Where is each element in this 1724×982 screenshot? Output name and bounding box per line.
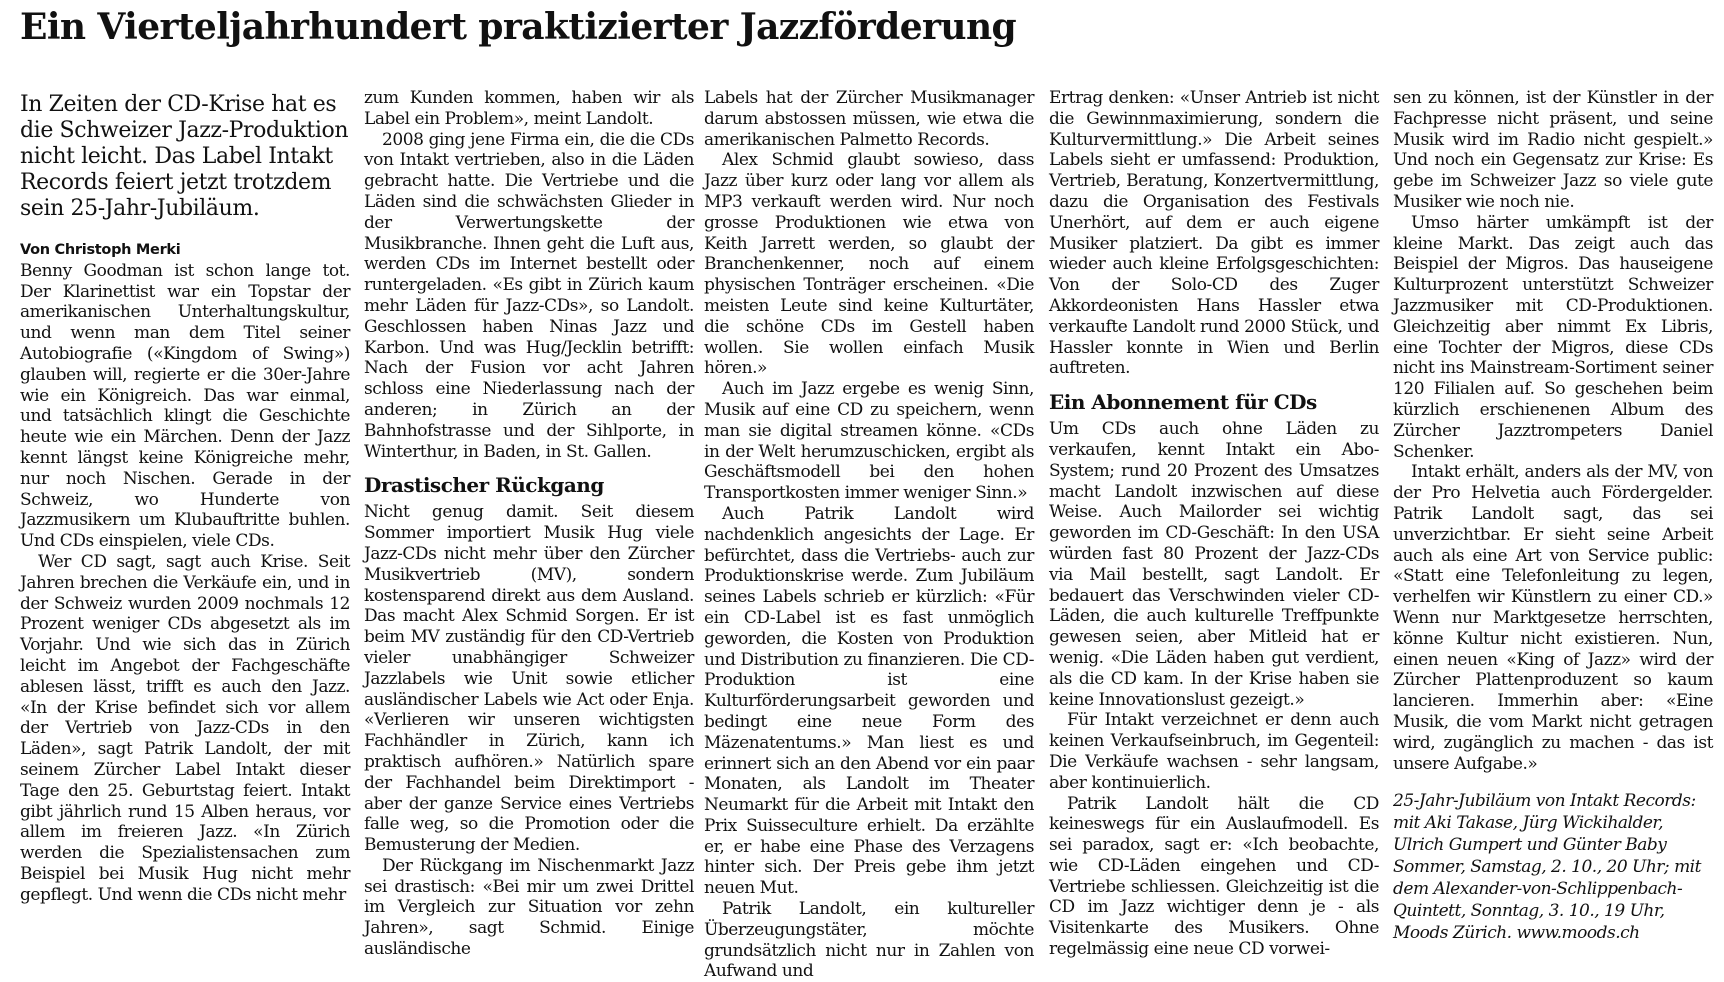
paragraph: Umso härter umkämpft ist der kleine Markt. Das zeigt auch das Beispiel der Migros. Das hauseigene Kulturprozent unterstützt Schweizer Jazzmusiker mit CD-Produktionen. Gleichzeitig aber nimmt Ex Libris, eine Tochter der Migros, diese CDs nicht ins Mainstream-Sortiment seiner 120 Filialen auf. So geschehen beim kürzlich erschienenen Album des Zürcher Jazztrompeters Daniel Schenker. bbox=[1393, 212, 1713, 462]
paragraph: Auch im Jazz ergebe es wenig Sinn, Musik auf eine CD zu speichern, wenn man sie digital streamen könne. «CDs in der Welt herumzuschicken, ergibt als Geschäftsmodell bei den hohen Transportkosten immer weniger Sinn.» bbox=[704, 379, 1034, 504]
lead-text: In Zeiten der CD-Krise hat es die Schweizer Jazz-Produktion nicht leicht. Das Label Intakt Records feiert jetzt trotzdem sein 25-Jahr-Jubiläum. bbox=[20, 92, 349, 221]
paragraph: Auch Patrik Landolt wird nachdenklich angesichts der Lage. Er befürchtet, dass die Vertriebs- auch zur Produktionskrise werde. Zum Jubiläum seines Labels schrieb er kürzlich: «Für ein CD-Label ist es fast unmöglich geworden, die Kosten von Produktion und Distribution zu finanzieren. Die CD-Produktion ist eine Kulturförderungsarbeit geworden und bedingt eine neue Form des Mäzenatentums.» Man liest es und erinnert sich an den Abend vor ein paar Monaten, als Landolt im Theater Neumarkt für die Arbeit mit Intakt den Prix Suisseculture erhielt. Da erzählte er, er habe eine Phase des Verzagens hinter sich. Der Preis gebe ihm jetzt neuen Mut. bbox=[704, 503, 1034, 899]
paragraph: Alex Schmid glaubt sowieso, dass Jazz über kurz oder lang vor allem als MP3 verkauft werden wird. Nur noch grosse Produktionen wie etwa von Keith Jarrett werden, so glaubt der Branchenkenner, noch auf einem physischen Tonträger erscheinen. «Die meisten Leute sind keine Kulturtäter, die schöne CDs im Gestell haben wollen. Sie wollen einfach Musik hören.» bbox=[704, 150, 1034, 379]
column-5 bbox=[1393, 88, 1713, 944]
paragraph: Für Intakt verzeichnet er denn auch keinen Verkaufseinbruch, im Gegenteil: Die Verkäufe wachsen - sehr langsam, aber kontinuierlich. bbox=[1049, 710, 1379, 793]
paragraph: zum Kunden kommen, haben wir als Label ein Problem», meint Landolt. bbox=[364, 88, 694, 129]
headline: Ein Vierteljahrhundert praktizierter Jazzförderung bbox=[20, 6, 1017, 48]
column-1 bbox=[20, 88, 350, 905]
paragraph: Um CDs auch ohne Läden zu verkaufen, kennt Intakt ein Abo-System; rund 20 Prozent des Umsatzes macht Landolt inzwischen auf diese Weise. Auch Mailorder sei wichtig geworden im CD-Geschäft: In den USA würden fast 80 Prozent der Jazz-CDs via Mail bestellt, sagt Landolt. Er bedauert das Verschwinden vieler CD-Läden, die auch kulturelle Treffpunkte gewesen seien, aber Mitleid hat er wenig. «Die Läden haben gut verdient, als die CD kam. In der Krise haben sie keine Innovationslust gezeigt.» bbox=[1049, 419, 1379, 710]
column-4 bbox=[1049, 88, 1379, 960]
paragraph: Intakt erhält, anders als der MV, von der Pro Helvetia auch Fördergelder. Patrik Landolt sagt, das sei unverzichtbar. Er sieht seine Arbeit auch als eine Art von Service public: «Statt eine Telefonleitung zu legen, verhelfen wir Künstlern zu einer CD.» Wenn nur Marktgesetze herrschten, könne Kultur nicht existieren. Nun, einen neuen «King of Jazz» wird der Zürcher Plattenproduzent so kaum lancieren. Immerhin aber: «Eine Musik, die vom Markt nicht getragen wird, zugänglich zu machen - das ist unsere Aufgabe.» bbox=[1393, 462, 1713, 774]
paragraph: Patrik Landolt, ein kultureller Überzeugungstäter, möchte grundsätzlich nicht nur in Zahlen von Aufwand und bbox=[704, 899, 1034, 982]
subheading: Ein Abonnement für CDs bbox=[1049, 390, 1317, 415]
paragraph: Patrik Landolt hält die CD keineswegs für ein Auslaufmodell. Es sei paradox, sagt er: «Ich beobachte, wie CD-Läden eingehen und CD-Vertriebe schliessen. Gleichzeitig ist die CD im Jazz wichtiger denn je - als Visitenkarte des Musikers. Ohne regelmässig eine neue CD vorwei- bbox=[1049, 793, 1379, 960]
paragraph: 2008 ging jene Firma ein, die die CDs von Intakt vertrieben, also in die Läden gebracht hatte. Die Vertriebe und die Läden sind die schwächsten Glieder in der Verwertungskette der Musikbranche. Ihnen geht die Luft aus, werden CDs im Internet bestellt oder runtergeladen. «Es gibt in Zürich kaum mehr Läden für Jazz-CDs», so Landolt. Geschlossen haben Ninas Jazz und Karbon. Und was Hug/Jecklin betrifft: Nach der Fusion vor acht Jahren schloss eine Niederlassung nach der anderen; in Zürich an der Bahnhofstrasse und der Sihlporte, in Winterthur, in Baden, in St. Gallen. bbox=[364, 129, 694, 462]
event-info: 25-Jahr-Jubiläum von Intakt Records: mit Aki Takase, Jürg Wickihalder, Ulrich Gumpert und Günter Baby Sommer, Samstag, 2. 10., 20 Uhr; mit dem Alexander-von-Schlippenbach-Quintett, Sonntag, 3. 10., 19 Uhr, Moods Zürich. www.moods.ch bbox=[1393, 791, 1701, 944]
byline: Von Christoph Merki bbox=[20, 242, 181, 258]
paragraph: Labels hat der Zürcher Musikmanager darum abstossen müssen, wie etwa die amerikanischen Palmetto Records. bbox=[704, 88, 1034, 150]
paragraph: sen zu können, ist der Künstler in der Fachpresse nicht präsent, und seine Musik wird im Radio nicht gespielt.» Und noch ein Gegensatz zur Krise: Es gebe im Schweizer Jazz so viele gute Musiker wie noch nie. bbox=[1393, 88, 1713, 212]
subheading: Drastischer Rückgang bbox=[364, 473, 604, 498]
paragraph: Nicht genug damit. Seit diesem Sommer importiert Musik Hug viele Jazz-CDs nicht mehr über den Zürcher Musikvertrieb (MV), sondern kostensparend direkt aus dem Ausland. Das macht Alex Schmid Sorgen. Er ist beim MV zuständig für den CD-Vertrieb vieler unabhängiger Schweizer Jazzlabels wie Unit sowie etlicher ausländischer Labels wie Act oder Enja. «Verlieren wir unseren wichtigsten Fachhändler in Zürich, kann ich praktisch aufhören.» Natürlich spare der Fachhandel beim Direktimport - aber der ganze Service eines Vertriebs falle weg, so die Promotion oder die Bemusterung der Medien. bbox=[364, 502, 694, 856]
paragraph: Ertrag denken: «Unser Antrieb ist nicht die Gewinnmaximierung, sondern die Kulturvermittlung.» Die Arbeit seines Labels sieht er umfassend: Produktion, Vertrieb, Beratung, Konzertvermittlung, dazu die Organisation des Festivals Unerhört, auf dem er auch eigene Musiker platziert. Da gibt es immer wieder auch kleine Erfolgsgeschichten: Von der Solo-CD des Zuger Akkordeonisten Hans Hassler etwa verkaufte Landolt rund 2000 Stück, und Hassler konnte in Wien und Berlin auftreten. bbox=[1049, 88, 1379, 379]
column-2 bbox=[364, 88, 694, 960]
paragraph: Der Rückgang im Nischenmarkt Jazz sei drastisch: «Bei mir um zwei Drittel im Vergleich zur Situation vor zehn Jahren», sagt Schmid. Einige ausländische bbox=[364, 855, 694, 960]
paragraph: Benny Goodman ist schon lange tot. Der Klarinettist war ein Topstar der amerikanischen Unterhaltungskultur, und wenn man dem Titel seiner Autobiografie («Kingdom of Swing») glauben will, regierte er die 30er-Jahre wie ein Königreich. Das war einmal, und tatsächlich klingt die Geschichte heute wie ein Märchen. Denn der Jazz kennt längst keine Königreiche mehr, nur noch Nischen. Gerade in der Schweiz, wo Hunderte von Jazzmusikern um Klubauftritte buhlen. Und CDs einspielen, viele CDs. bbox=[20, 260, 350, 552]
column-3 bbox=[704, 88, 1034, 982]
paragraph: Wer CD sagt, sagt auch Krise. Seit Jahren brechen die Verkäufe ein, und in der Schweiz wurden 2009 nochmals 12 Prozent weniger CDs abgesetzt als im Vorjahr. Und wie sich das in Zürich leicht im Angebot der Fachgeschäfte ablesen lässt, trifft es auch den Jazz. «In der Krise befindet sich vor allem der Vertrieb von Jazz-CDs in den Läden», sagt Patrik Landolt, der mit seinem Zürcher Label Intakt dieser Tage den 25. Geburtstag feiert. Intakt gibt jährlich rund 15 Alben heraus, vor allem im freieren Jazz. «In Zürich werden die Spezialistensachen zum Beispiel bei Musik Hug nicht mehr gepflegt. Und wenn die CDs nicht mehr bbox=[20, 551, 350, 905]
